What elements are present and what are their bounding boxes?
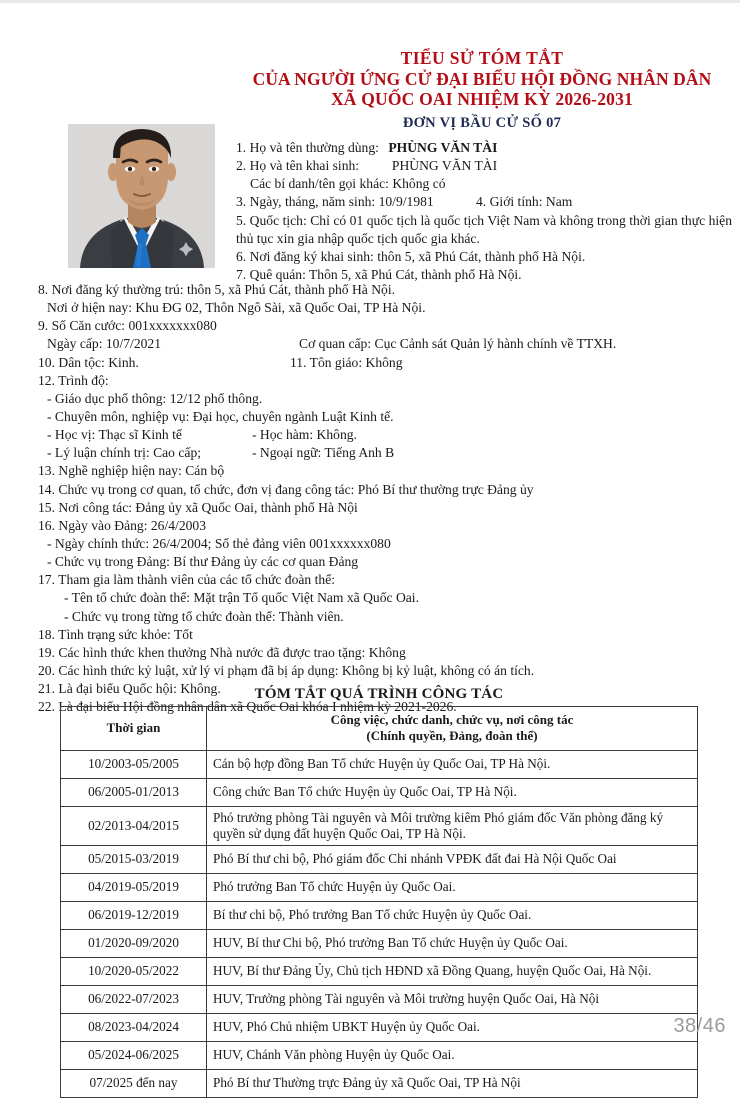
career-cell-work: Phó Bí thư Thường trực Đảng ủy xã Quốc Oai, TP Hà Nội bbox=[207, 1069, 698, 1097]
field-general-education: - Giáo dục phổ thông: 12/12 phổ thông. bbox=[47, 390, 263, 406]
document-header bbox=[232, 48, 732, 132]
career-cell-time: 06/2005-01/2013 bbox=[61, 778, 207, 806]
career-cell-work: HUV, Chánh Văn phòng Huyện ủy Quốc Oai. bbox=[207, 1041, 698, 1069]
header-title-line2: CỦA NGƯỜI ỨNG CỬ ĐẠI BIỂU HỘI ĐỒNG NHÂN DÂN bbox=[252, 68, 712, 89]
field-gender: 4. Giới tính: Nam bbox=[476, 194, 573, 210]
field-id-issue-row bbox=[38, 335, 706, 353]
career-cell-time: 10/2020-05/2022 bbox=[61, 957, 207, 985]
career-cell-work: Phó Bí thư chi bộ, Phó giám đốc Chi nhánh VPĐK đất đai Hà Nội Quốc Oai bbox=[207, 845, 698, 873]
table-row bbox=[61, 806, 698, 845]
table-row bbox=[61, 845, 698, 873]
career-cell-time: 10/2003-05/2005 bbox=[61, 750, 207, 778]
career-cell-time: 06/2019-12/2019 bbox=[61, 901, 207, 929]
career-cell-time: 06/2022-07/2023 bbox=[61, 985, 207, 1013]
field-academic-rank: - Học hàm: Không. bbox=[252, 427, 357, 443]
table-row bbox=[61, 1069, 698, 1097]
career-cell-time: 05/2015-03/2019 bbox=[61, 845, 207, 873]
field-common-name bbox=[236, 139, 732, 157]
career-header-time: Thời gian bbox=[61, 707, 207, 751]
field-disciplinary-actions: 20. Các hình thức kỷ luật, xử lý vi phạm đã bị áp dụng: Không bị kỷ luật, không có án tích. bbox=[38, 662, 535, 678]
field-id-number: 9. Số Căn cước: 001xxxxxxx080 bbox=[38, 318, 217, 334]
career-cell-time: 02/2013-04/2015 bbox=[61, 806, 207, 845]
career-cell-work: HUV, Trưởng phòng Tài nguyên và Môi trường huyện Quốc Oai, Hà Nội bbox=[207, 985, 698, 1013]
personal-info-main bbox=[38, 281, 706, 716]
field-common-name-value: PHÙNG VĂN TÀI bbox=[388, 140, 498, 155]
personal-info-top bbox=[236, 139, 732, 284]
field-party-join-date: 16. Ngày vào Đảng: 26/4/2003 bbox=[38, 517, 207, 533]
career-cell-work: Cán bộ hợp đồng Ban Tổ chức Huyện ủy Quốc Oai, TP Hà Nội. bbox=[207, 750, 698, 778]
field-common-name-label: 1. Họ và tên thường dùng: bbox=[236, 140, 379, 155]
career-table-title: TÓM TẮT QUÁ TRÌNH CÔNG TÁC bbox=[254, 686, 504, 702]
field-organization-name: - Tên tổ chức đoàn thể: Mặt trận Tổ quốc Việt Nam xã Quốc Oai. bbox=[64, 590, 419, 606]
career-cell-work: HUV, Bí thư Chi bộ, Phó trưởng Ban Tổ chức Huyện ủy Quốc Oai. bbox=[207, 929, 698, 957]
field-academic-degree: - Học vị: Thạc sĩ Kinh tế bbox=[47, 427, 182, 443]
page-indicator: 38/46 bbox=[673, 1015, 726, 1037]
field-workplace: 15. Nơi công tác: Đảng ủy xã Quốc Oai, thành phố Hà Nội bbox=[38, 499, 358, 515]
field-foreign-language: - Ngoại ngữ: Tiếng Anh B bbox=[252, 445, 395, 461]
career-cell-time: 08/2023-04/2024 bbox=[61, 1013, 207, 1041]
field-id-issue-date: Ngày cấp: 10/7/2021 bbox=[47, 336, 162, 352]
field-religion: 11. Tôn giáo: Không bbox=[290, 354, 403, 370]
career-cell-work: HUV, Bí thư Đảng Ủy, Chủ tịch HĐND xã Đồng Quang, huyện Quốc Oai, Hà Nội. bbox=[207, 957, 698, 985]
career-cell-time: 01/2020-09/2020 bbox=[61, 929, 207, 957]
career-header-work bbox=[207, 707, 698, 751]
field-ethnicity: 10. Dân tộc: Kinh. bbox=[38, 354, 139, 370]
career-cell-work: Công chức Ban Tổ chức Huyện ủy Quốc Oai, TP Hà Nội. bbox=[207, 778, 698, 806]
career-cell-work: Phó trưởng Ban Tổ chức Huyện ủy Quốc Oai. bbox=[207, 873, 698, 901]
field-birth-name-value: PHÙNG VĂN TÀI bbox=[391, 158, 498, 174]
field-degree-row bbox=[38, 426, 706, 444]
portrait-illustration bbox=[68, 124, 215, 268]
field-professional-education: - Chuyên môn, nghiệp vụ: Đại học, chuyên ngành Luật Kinh tế. bbox=[47, 408, 394, 424]
field-politics-row bbox=[38, 444, 706, 462]
field-party-official-date: - Ngày chính thức: 26/4/2004; Số thẻ đảng viên 001xxxxxx080 bbox=[47, 535, 391, 551]
table-row bbox=[61, 873, 698, 901]
field-political-theory: - Lý luận chính trị: Cao cấp; bbox=[47, 445, 202, 461]
table-row bbox=[61, 985, 698, 1013]
career-table-body bbox=[61, 750, 698, 1097]
field-hometown: 7. Quê quán: Thôn 5, xã Phú Cát, thành phố Hà Nội. bbox=[236, 266, 522, 282]
field-current-position: 14. Chức vụ trong cơ quan, tổ chức, đơn vị đang công tác: Phó Bí thư thường trực Đảng ủy bbox=[38, 481, 534, 497]
field-organizations-heading: 17. Tham gia làm thành viên của các tổ chức đoàn thể: bbox=[38, 572, 336, 588]
field-state-awards: 19. Các hình thức khen thưởng Nhà nước đã được trao tặng: Không bbox=[38, 644, 406, 660]
career-cell-work: HUV, Phó Chủ nhiệm UBKT Huyện ủy Quốc Oai. bbox=[207, 1013, 698, 1041]
field-party-position: - Chức vụ trong Đảng: Bí thư Đảng ủy các cơ quan Đảng bbox=[47, 554, 359, 570]
table-row bbox=[61, 750, 698, 778]
career-table-head bbox=[61, 707, 698, 751]
career-summary-table bbox=[60, 706, 698, 1098]
career-header-work-line2: (Chính quyền, Đảng, đoàn thể) bbox=[366, 728, 538, 744]
career-header-work-line1: Công việc, chức danh, chức vụ, nơi công tác bbox=[330, 712, 574, 727]
field-organization-position: - Chức vụ trong từng tổ chức đoàn thể: Thành viên. bbox=[64, 608, 344, 624]
field-id-issuer: Cơ quan cấp: Cục Cảnh sát Quản lý hành chính về TTXH. bbox=[299, 336, 617, 352]
career-cell-work: Bí thư chi bộ, Phó trưởng Ban Tổ chức Huyện ủy Quốc Oai. bbox=[207, 901, 698, 929]
career-cell-time: 07/2025 đến nay bbox=[61, 1069, 207, 1097]
viewer-top-strip bbox=[0, 0, 740, 3]
field-nationality: 5. Quốc tịch: Chỉ có 01 quốc tịch là quốc tịch Việt Nam và không trong thời gian thực hiện thủ tục xin gia nhập quốc tịch quốc gia khác. bbox=[236, 212, 732, 246]
field-permanent-residence: 8. Nơi đăng ký thường trú: thôn 5, xã Phú Cát, thành phố Hà Nội. bbox=[38, 282, 396, 297]
field-birth-registration: 6. Nơi đăng ký khai sinh: thôn 5, xã Phú Cát, thành phố Hà Nội. bbox=[236, 248, 586, 264]
header-title-line3: XÃ QUỐC OAI NHIỆM KỲ 2026-2031 bbox=[330, 89, 634, 110]
field-current-occupation: 13. Nghề nghiệp hiện nay: Cán bộ bbox=[38, 463, 225, 479]
field-ethnicity-religion-row bbox=[38, 354, 706, 372]
field-alias: Các bí danh/tên gọi khác: Không có bbox=[250, 176, 446, 192]
career-table-header-row bbox=[61, 707, 698, 751]
table-row bbox=[61, 957, 698, 985]
table-row bbox=[61, 778, 698, 806]
header-electoral-unit: ĐƠN VỊ BẦU CỬ SỐ 07 bbox=[402, 114, 562, 131]
field-current-residence: Nơi ở hiện nay: Khu ĐG 02, Thôn Ngô Sài, xã Quốc Oai, TP Hà Nội. bbox=[47, 300, 426, 316]
field-birth-name-label: 2. Họ và tên khai sinh: bbox=[236, 158, 360, 174]
field-national-assembly-deputy: 21. Là đại biểu Quốc hội: Không. bbox=[38, 681, 221, 697]
career-cell-time: 04/2019-05/2019 bbox=[61, 873, 207, 901]
header-title-line1: TIỂU SỬ TÓM TẮT bbox=[400, 48, 564, 68]
table-row bbox=[61, 1041, 698, 1069]
career-cell-time: 05/2024-06/2025 bbox=[61, 1041, 207, 1069]
career-cell-work: Phó trưởng phòng Tài nguyên và Môi trường kiêm Phó giám đốc Văn phòng đăng ký quyền sử dụng đất huyện Quốc Oai, TP Hà Nội. bbox=[207, 806, 698, 845]
table-row bbox=[61, 929, 698, 957]
field-education-heading: 12. Trình độ: bbox=[38, 372, 109, 388]
field-peoples-council-deputy: 22. Là đại biểu Hội đồng nhân dân xã Quốc Oai khóa I nhiệm kỳ 2021-2026. bbox=[38, 699, 457, 715]
candidate-photo bbox=[68, 124, 215, 268]
table-row bbox=[61, 1013, 698, 1041]
field-dob-gender-row bbox=[236, 193, 732, 211]
field-health-status: 18. Tình trạng sức khỏe: Tốt bbox=[38, 626, 193, 642]
field-birth-name bbox=[236, 157, 732, 175]
field-date-of-birth: 3. Ngày, tháng, năm sinh: 10/9/1981 bbox=[236, 194, 434, 210]
table-row bbox=[61, 901, 698, 929]
